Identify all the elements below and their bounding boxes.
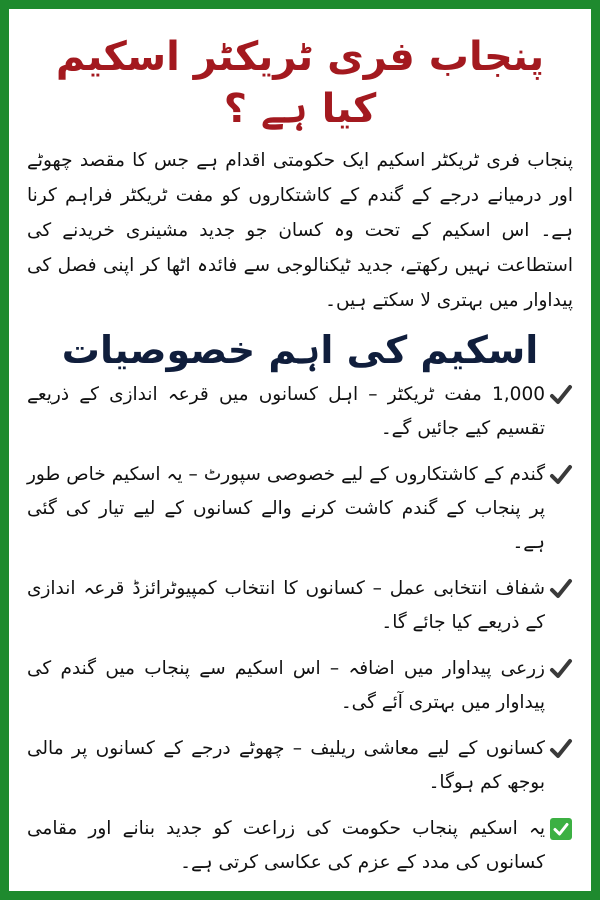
check-icon	[549, 383, 573, 407]
feature-item	[27, 732, 573, 800]
check-icon	[549, 737, 573, 761]
content	[27, 31, 573, 881]
feature-text: شفاف انتخابی عمل – کسانوں کا انتخاب کمپیوٹرائزڈ قرعہ اندازی کے ذریعے کیا جائے گا۔	[27, 578, 545, 633]
check-icon	[549, 577, 573, 601]
feature-item	[27, 378, 573, 446]
closing-text: یہ اسکیم پنجاب حکومت کی زراعت کو جدید بنانے اور مقامی کسانوں کی مدد کے عزم کی عکاسی کرتی ہے۔	[27, 818, 545, 873]
intro-paragraph: پنجاب فری ٹریکٹر اسکیم ایک حکومتی اقدام ہے جس کا مقصد چھوٹے اور درمیانے درجے کے گندم کے کاشتکاروں کو مفت ٹریکٹر فراہم کرنا ہے۔ اس اسکیم کے تحت وہ کسان جو جدید مشینری خریدنے کی استطاعت نہیں رکھتے، جدید ٹیکنالوجی سے فائدہ اٹھا کر اپنی فصل کی پیداوار میں بہتری لا سکتے ہیں۔	[27, 150, 573, 311]
feature-text: زرعی پیداوار میں اضافہ – اس اسکیم سے پنجاب میں گندم کی پیداوار میں بہتری آئے گی۔	[27, 658, 545, 713]
check-icon	[549, 657, 573, 681]
check-box-icon	[549, 817, 573, 841]
feature-text: کسانوں کے لیے معاشی ریلیف – چھوٹے درجے کے کسانوں پر مالی بوجھ کم ہوگا۔	[27, 738, 545, 793]
feature-list	[27, 378, 573, 880]
feature-item	[27, 572, 573, 640]
section-heading: اسکیم کی اہم خصوصیات	[61, 328, 539, 372]
feature-item	[27, 652, 573, 720]
feature-text: 1,000 مفت ٹریکٹر – اہل کسانوں میں قرعہ اندازی کے ذریعے تقسیم کیے جائیں گے۔	[27, 384, 545, 439]
check-icon	[549, 463, 573, 487]
closing-item	[27, 812, 573, 880]
page-title: پنجاب فری ٹریکٹر اسکیم کیا ہے ؟	[55, 34, 545, 132]
feature-text: گندم کے کاشتکاروں کے لیے خصوصی سپورٹ – یہ اسکیم خاص طور پر پنجاب کے گندم کاشت کرنے والے کسانوں کے لیے تیار کی گئی ہے۔	[27, 464, 545, 553]
feature-item	[27, 458, 573, 560]
